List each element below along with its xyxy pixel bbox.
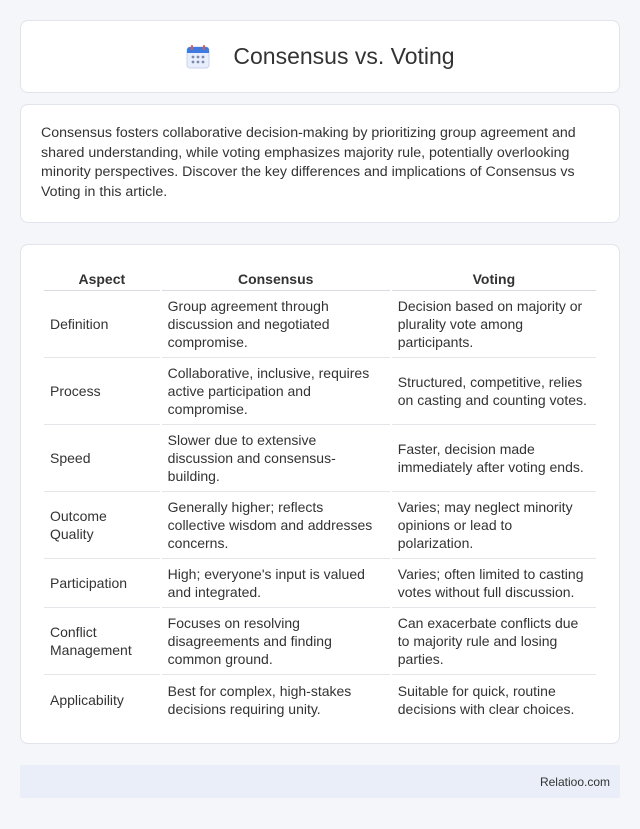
footer-brand: Relatioo.com	[539, 774, 610, 789]
title-card	[20, 20, 620, 93]
footer-bar	[20, 765, 620, 798]
table-row	[44, 425, 596, 492]
row-consensus: Best for complex, high-stakes decisions requiring unity.	[167, 682, 352, 717]
intro-card	[20, 104, 620, 223]
row-voting: Varies; may neglect minority opinions or lead to polarization.	[392, 492, 596, 559]
table-header-row	[44, 265, 596, 291]
row-consensus: Generally higher; reflects collective wisdom and addresses concerns.	[162, 492, 390, 559]
header-consensus: Consensus	[162, 265, 390, 291]
row-voting: Decision based on majority or plurality vote among participants.	[392, 291, 596, 358]
page-title: Consensus vs. Voting	[233, 43, 455, 69]
row-consensus: Collaborative, inclusive, requires active participation and compromise.	[162, 358, 390, 425]
row-consensus: Group agreement through discussion and negotiated compromise.	[162, 291, 390, 358]
comparison-table	[42, 265, 598, 724]
table-row	[44, 675, 596, 724]
row-voting: Can exacerbate conflicts due to majority rule and losing parties.	[392, 608, 596, 675]
row-voting: Varies; often limited to casting votes without full discussion.	[392, 559, 596, 608]
row-consensus: Focuses on resolving disagreements and finding common ground.	[162, 608, 390, 675]
row-aspect: Participation	[44, 559, 160, 608]
row-consensus: High; everyone's input is valued and integrated.	[162, 559, 390, 608]
table-row	[44, 358, 596, 425]
comparison-card	[20, 244, 620, 744]
table-row	[44, 608, 596, 675]
row-voting: Suitable for quick, routine decisions with clear choices.	[397, 682, 575, 717]
table-row	[44, 492, 596, 559]
row-aspect: Outcome Quality	[44, 492, 160, 559]
row-aspect: Definition	[44, 291, 160, 358]
table-row	[44, 291, 596, 358]
row-voting: Faster, decision made immediately after voting ends.	[392, 425, 596, 492]
header-voting: Voting	[392, 265, 596, 291]
table-row	[44, 559, 596, 608]
row-aspect: Applicability	[50, 691, 124, 708]
row-aspect: Speed	[44, 425, 160, 492]
row-consensus: Slower due to extensive discussion and consensus-building.	[162, 425, 390, 492]
row-voting: Structured, competitive, relies on casting and counting votes.	[392, 358, 596, 425]
intro-text: Consensus fosters collaborative decision-making by prioritizing group agreement and shared understanding, while voting emphasizes majority rule, potentially overlooking minority perspectives. Discover the key differences and implications of Consensus vs Voting in this article.	[41, 125, 576, 200]
row-aspect: Process	[44, 358, 160, 425]
row-aspect: Conflict Management	[44, 608, 160, 675]
calendar-icon	[185, 44, 211, 70]
header-aspect: Aspect	[44, 265, 160, 291]
